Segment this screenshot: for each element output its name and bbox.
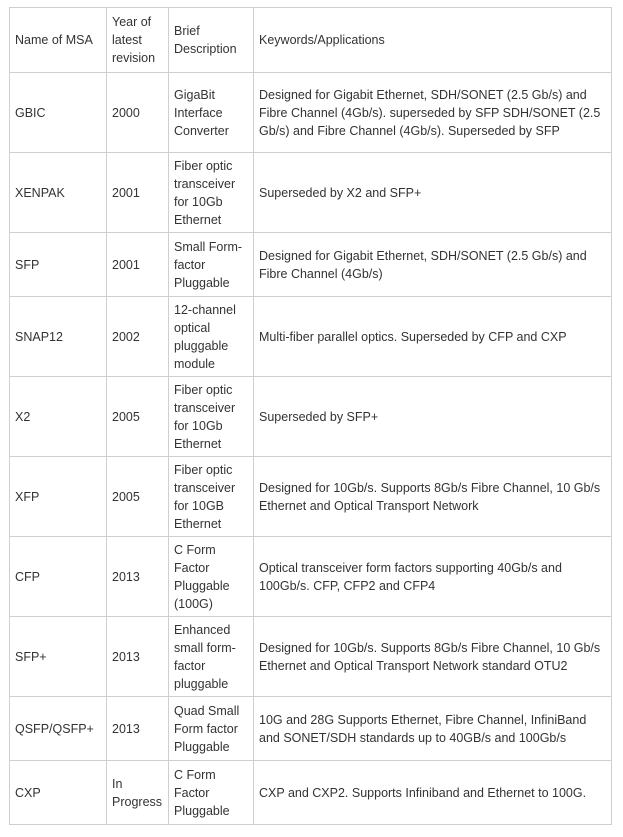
cell-year: 2005 (107, 377, 169, 457)
cell-description: 12-channel optical pluggable module (169, 297, 254, 377)
msa-comparison-table (9, 7, 612, 825)
cell-name: SFP+ (10, 617, 107, 697)
table-row (10, 153, 612, 233)
cell-keywords: Designed for Gigabit Ethernet, SDH/SONET (2.5 Gb/s) and Fibre Channel (4Gb/s). superseded by SFP SDH/SONET (2.5 Gb/s) and Fibre Channel (4Gb/s). Superseded by SFP (254, 73, 612, 153)
cell-year: 2000 (107, 73, 169, 153)
header-keywords: Keywords/Applications (254, 8, 612, 73)
header-year: Year of latest revision (107, 8, 169, 73)
cell-keywords: Multi-fiber parallel optics. Superseded by CFP and CXP (254, 297, 612, 377)
cell-description: Quad Small Form factor Pluggable (169, 697, 254, 761)
cell-name: CXP (10, 761, 107, 825)
cell-year: 2013 (107, 537, 169, 617)
table-row (10, 761, 612, 825)
table-row (10, 73, 612, 153)
table-header-row (10, 8, 612, 73)
cell-keywords: CXP and CXP2. Supports Infiniband and Ethernet to 100G. (254, 761, 612, 825)
cell-year: 2001 (107, 233, 169, 297)
header-name-of-msa: Name of MSA (10, 8, 107, 73)
cell-keywords: Designed for 10Gb/s. Supports 8Gb/s Fibre Channel, 10 Gb/s Ethernet and Optical Transport Network standard OTU2 (254, 617, 612, 697)
cell-year: 2001 (107, 153, 169, 233)
cell-keywords: Superseded by X2 and SFP+ (254, 153, 612, 233)
cell-keywords: 10G and 28G Supports Ethernet, Fibre Channel, InfiniBand and SONET/SDH standards up to 40GB/s and 100Gb/s (254, 697, 612, 761)
table-row (10, 617, 612, 697)
cell-keywords: Designed for Gigabit Ethernet, SDH/SONET (2.5 Gb/s) and Fibre Channel (4Gb/s) (254, 233, 612, 297)
cell-description: Fiber optic transceiver for 10GB Ethernet (169, 457, 254, 537)
table-row (10, 377, 612, 457)
cell-name: QSFP/QSFP+ (10, 697, 107, 761)
cell-description: Small Form-factor Pluggable (169, 233, 254, 297)
table-row (10, 697, 612, 761)
cell-name: SFP (10, 233, 107, 297)
table-row (10, 457, 612, 537)
cell-keywords: Designed for 10Gb/s. Supports 8Gb/s Fibre Channel, 10 Gb/s Ethernet and Optical Transport Network (254, 457, 612, 537)
cell-description: C Form Factor Pluggable (169, 761, 254, 825)
cell-name: X2 (10, 377, 107, 457)
cell-year: 2013 (107, 617, 169, 697)
cell-year: 2002 (107, 297, 169, 377)
cell-description: Enhanced small form-factor pluggable (169, 617, 254, 697)
cell-description: Fiber optic transceiver for 10Gb Ethernet (169, 153, 254, 233)
cell-name: SNAP12 (10, 297, 107, 377)
cell-name: XFP (10, 457, 107, 537)
cell-description: GigaBit Interface Converter (169, 73, 254, 153)
table-row (10, 537, 612, 617)
table-row (10, 233, 612, 297)
cell-name: GBIC (10, 73, 107, 153)
cell-keywords: Superseded by SFP+ (254, 377, 612, 457)
cell-year: In Progress (107, 761, 169, 825)
cell-name: CFP (10, 537, 107, 617)
cell-description: C Form Factor Pluggable (100G) (169, 537, 254, 617)
table-row (10, 297, 612, 377)
cell-name: XENPAK (10, 153, 107, 233)
cell-description: Fiber optic transceiver for 10Gb Ethernet (169, 377, 254, 457)
cell-year: 2013 (107, 697, 169, 761)
cell-year: 2005 (107, 457, 169, 537)
cell-keywords: Optical transceiver form factors supporting 40Gb/s and 100Gb/s. CFP, CFP2 and CFP4 (254, 537, 612, 617)
msa-table-container (9, 7, 612, 825)
header-description: Brief Description (169, 8, 254, 73)
